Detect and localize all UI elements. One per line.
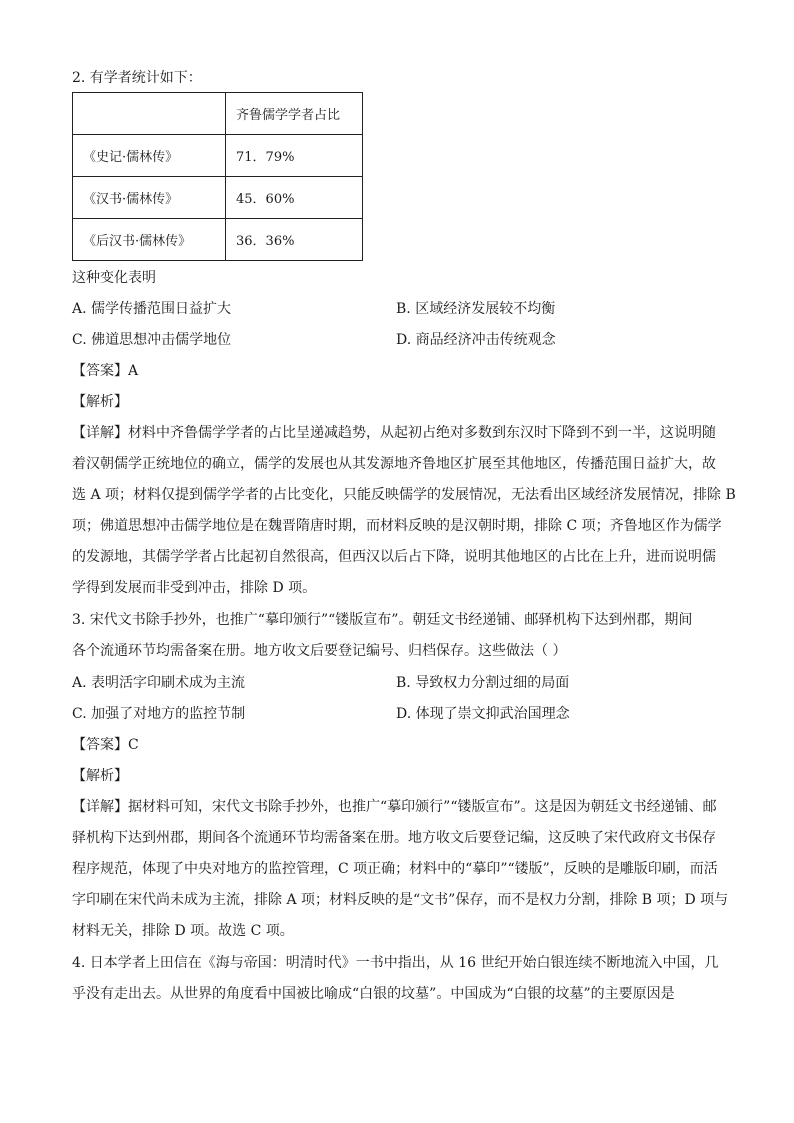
q3-stem bbox=[72, 605, 722, 667]
detail-line: 材料无关，排除 D 项。故选 C 项。 bbox=[72, 923, 294, 939]
q3-option-a: A. 表明活字印刷术成为主流 bbox=[72, 675, 246, 691]
detail-line: 驿机构下达到州郡，期间各个流通环节均需备案在册。地方收文后要登记编，这反映了宋代政府文书保存 bbox=[72, 830, 716, 846]
stem-line: 乎没有走出去。从世界的角度看中国被比喻成“白银的坟墓”。中国成为“白银的坟墓”的主要原因是 bbox=[72, 986, 675, 1002]
q2-answer: 【答案】A bbox=[72, 363, 139, 379]
detail-line: 学得到发展而非受到冲击，排除 D 项。 bbox=[72, 580, 317, 596]
table-cell-source: 《史记·儒林传》 bbox=[73, 135, 226, 177]
q2-option-d: D. 商品经济冲击传统观念 bbox=[396, 332, 556, 348]
detail-line: 的发源地，其儒学学者占比起初自然很高，但西汉以后占下降，说明其他地区的占比在上升，进而说明儒 bbox=[72, 549, 716, 565]
table-cell-source: 《后汉书·儒林传》 bbox=[73, 219, 226, 261]
q2-detail bbox=[72, 418, 736, 604]
q2-prompt: 这种变化表明 bbox=[72, 270, 156, 286]
q2-analysis-label: 【解析】 bbox=[72, 394, 128, 410]
detail-line: 【详解】据材料可知，宋代文书除手抄外，也推广“摹印颁行”“镂版宣布”。这是因为朝廷文书经递铺、邮 bbox=[72, 799, 717, 815]
table-row bbox=[73, 135, 363, 177]
table-row bbox=[73, 177, 363, 219]
q2-statistics-table bbox=[72, 92, 363, 261]
q3-option-b: B. 导致权力分割过细的局面 bbox=[396, 675, 570, 691]
stem-line: 4. 日本学者上田信在《海与帝国：明清时代》一书中指出，从 16 世纪开始白银连续不断地流入中国，几 bbox=[72, 955, 719, 971]
q2-option-c: C. 佛道思想冲击儒学地位 bbox=[72, 332, 232, 348]
q4-stem bbox=[72, 948, 722, 1010]
q3-option-c: C. 加强了对地方的监控节制 bbox=[72, 706, 246, 722]
table-header-empty bbox=[73, 93, 226, 135]
q2-stem: 2. 有学者统计如下： bbox=[72, 70, 202, 86]
q3-detail bbox=[72, 792, 729, 947]
q2-option-b: B. 区域经济发展较不均衡 bbox=[396, 301, 556, 317]
table-cell-ratio: 71．79% bbox=[226, 135, 363, 177]
table-header-row bbox=[73, 93, 363, 135]
q3-analysis-label: 【解析】 bbox=[72, 768, 128, 784]
table-row bbox=[73, 219, 363, 261]
table-header-ratio: 齐鲁儒学学者占比 bbox=[226, 93, 363, 135]
detail-line: 字印刷在宋代尚未成为主流，排除 A 项；材料反映的是“文书”保存，而不是权力分割，排除 B 项；D 项与 bbox=[72, 892, 729, 908]
table-cell-ratio: 36．36% bbox=[226, 219, 363, 261]
table-cell-ratio: 45．60% bbox=[226, 177, 363, 219]
detail-line: 着汉朝儒学正统地位的确立，儒学的发展也从其发源地齐鲁地区扩展至其他地区，传播范围日益扩大，故 bbox=[72, 456, 716, 472]
detail-line: 【详解】材料中齐鲁儒学学者的占比呈递减趋势，从起初占绝对多数到东汉时下降到不到一半，这说明随 bbox=[72, 425, 716, 441]
detail-line: 程序规范，体现了中央对地方的监控管理，C 项正确；材料中的“摹印”“镂版”，反映的是雕版印刷，而活 bbox=[72, 861, 718, 877]
detail-line: 项；佛道思想冲击儒学地位是在魏晋隋唐时期，而材料反映的是汉朝时期，排除 C 项；齐鲁地区作为儒学 bbox=[72, 518, 722, 534]
stem-line: 各个流通环节均需备案在册。地方收文后要登记编号、归档保存。这些做法（ ） bbox=[72, 643, 567, 659]
q3-option-d: D. 体现了崇文抑武治国理念 bbox=[396, 706, 570, 722]
q3-answer: 【答案】C bbox=[72, 737, 139, 753]
table-cell-source: 《汉书·儒林传》 bbox=[73, 177, 226, 219]
detail-line: 选 A 项；材料仅提到儒学学者的占比变化，只能反映儒学的发展情况，无法看出区域经济发展情况，排除 B bbox=[72, 487, 736, 503]
stem-line: 3. 宋代文书除手抄外，也推广“摹印颁行”“镂版宣布”。朝廷文书经递铺、邮驿机构下达到州郡，期间 bbox=[72, 612, 693, 628]
q2-option-a: A. 儒学传播范围日益扩大 bbox=[72, 301, 232, 317]
